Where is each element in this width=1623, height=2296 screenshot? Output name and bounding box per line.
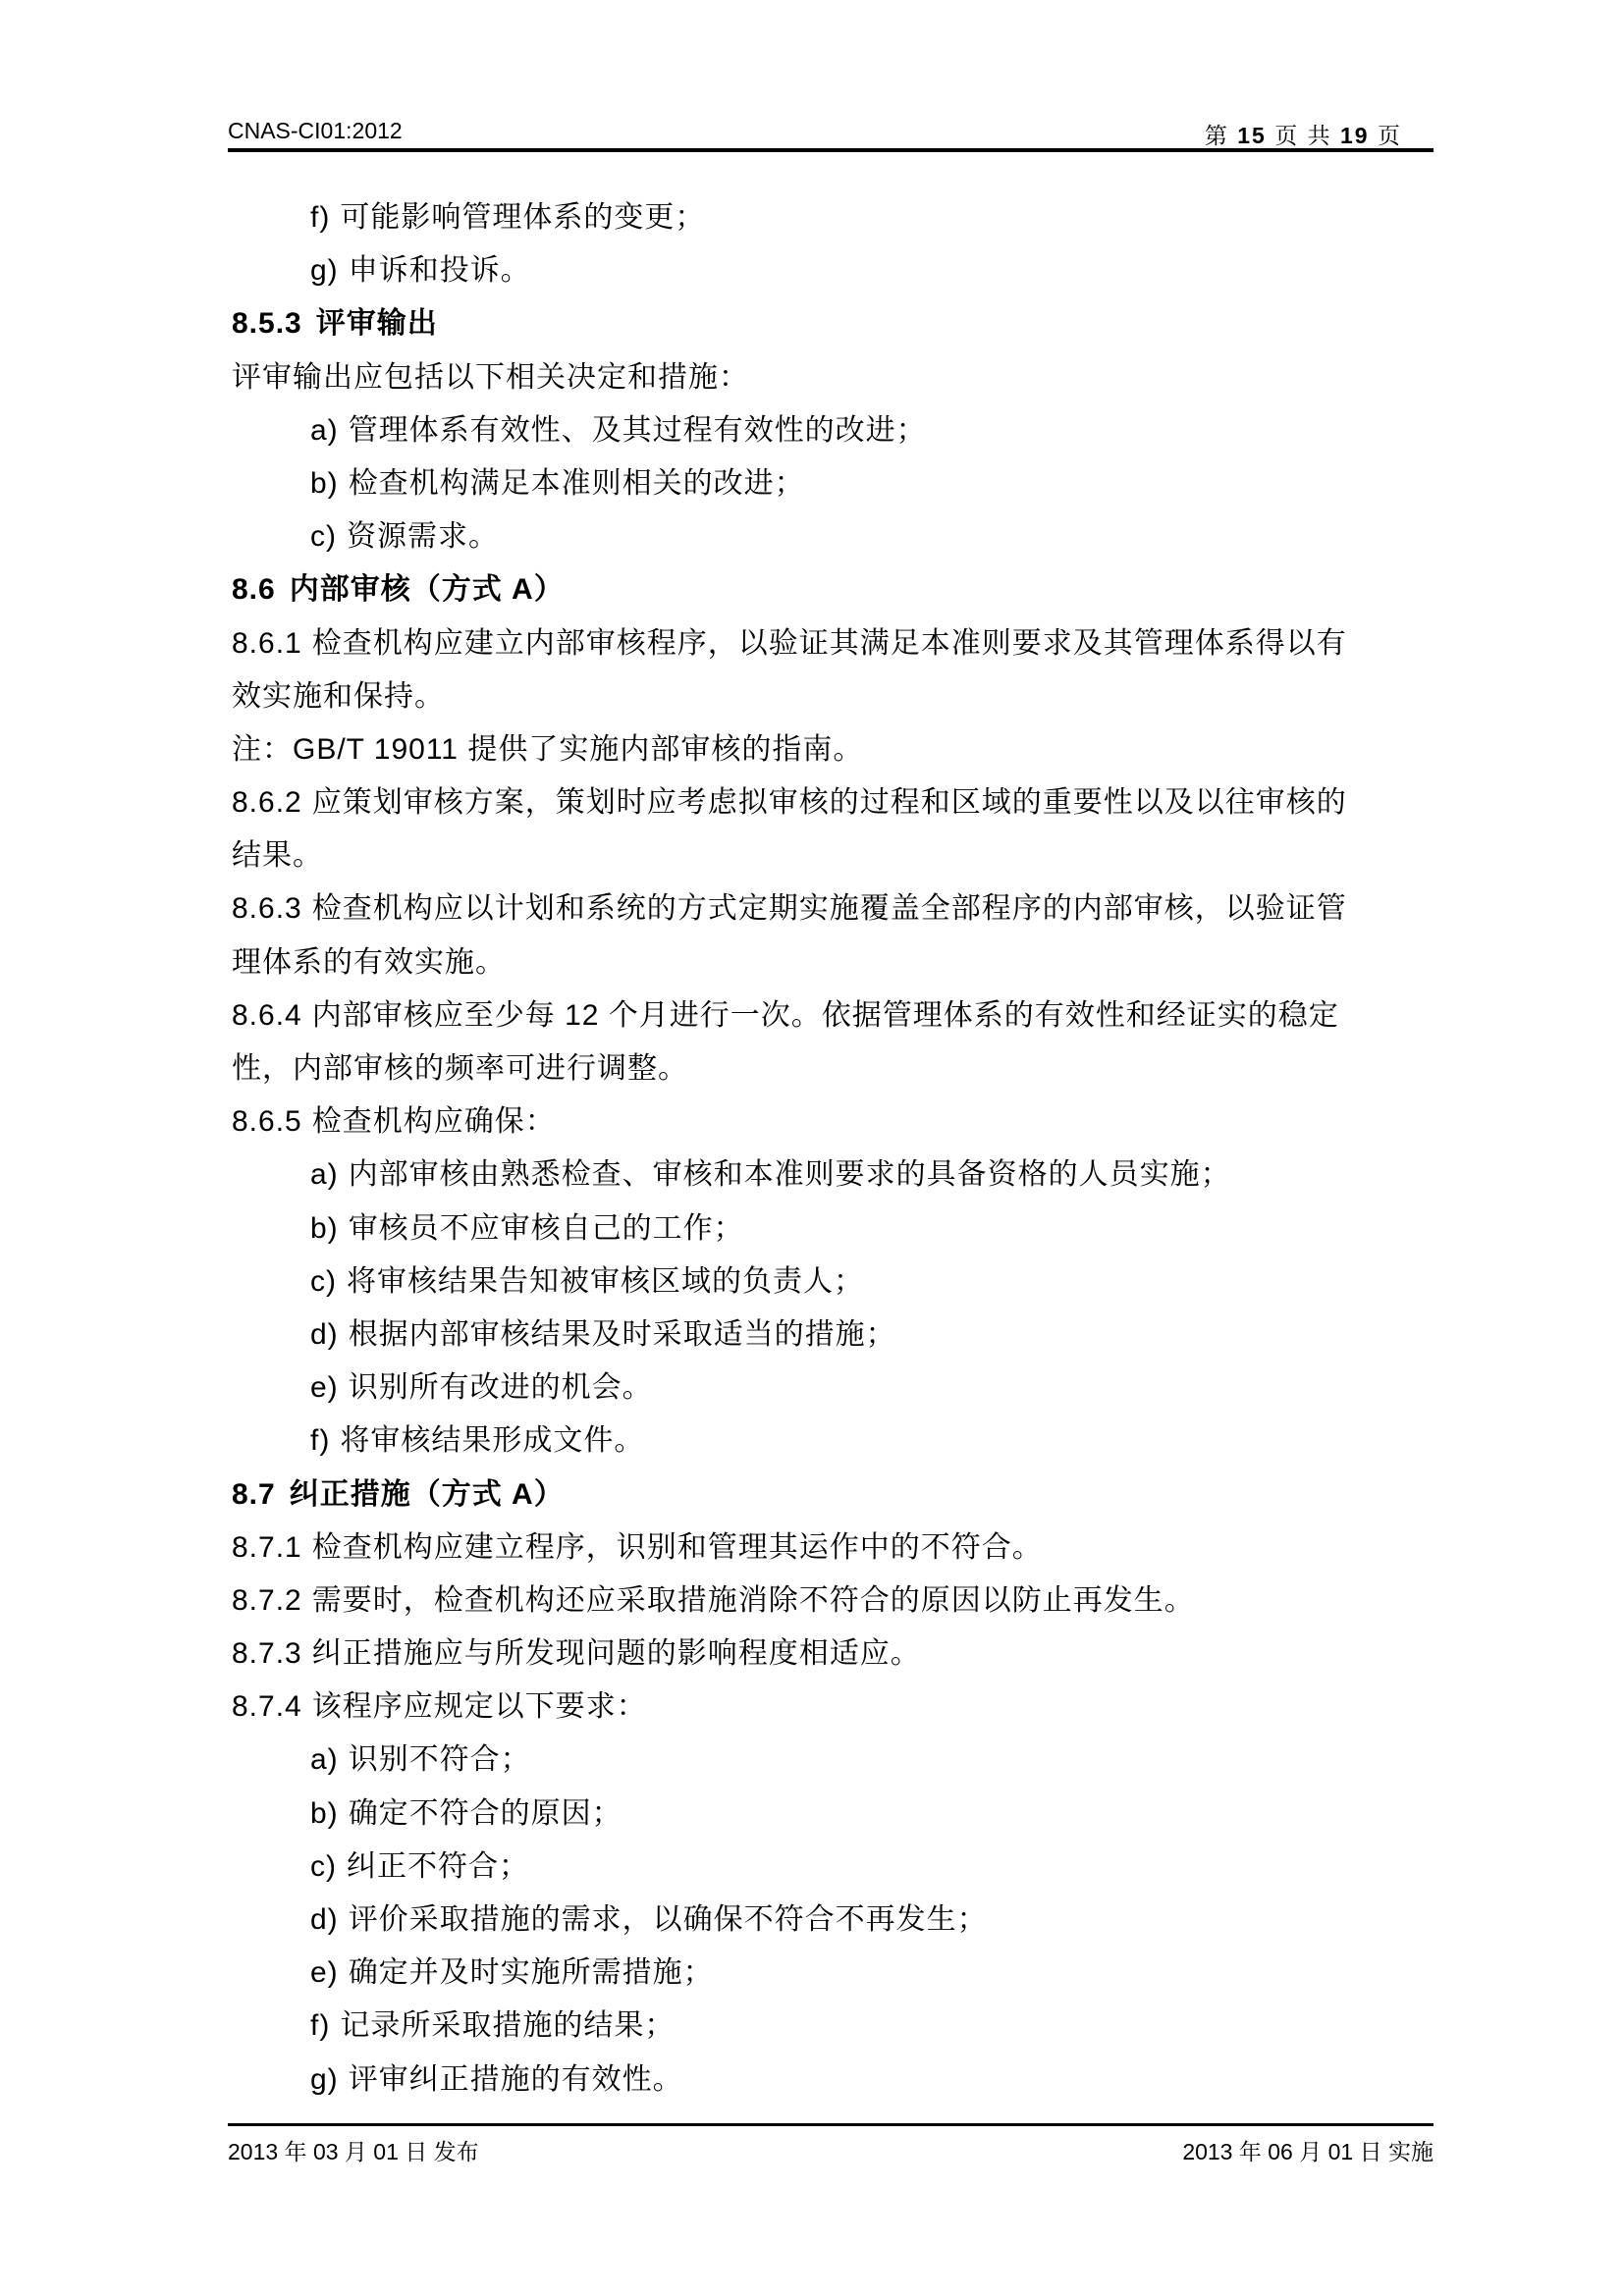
list-item	[232, 404, 1434, 457]
section-heading	[232, 1468, 1434, 1522]
clause-number: 8.6.5	[232, 1105, 302, 1139]
line-text: 申诉和投诉。	[348, 254, 531, 288]
list-item	[232, 1841, 1434, 1894]
paragraph-line	[232, 989, 1434, 1042]
line-text: 评价采取措施的需求，以确保不符合不再发生；	[348, 1903, 988, 1936]
paragraph-line	[232, 882, 1434, 935]
page-mid: 页 共	[1274, 123, 1332, 148]
page-prefix: 第	[1204, 123, 1229, 148]
line-text: 资源需求。	[347, 520, 499, 554]
clause-number: 8.7.3	[232, 1637, 302, 1671]
clause-number: 8.7.4	[232, 1690, 302, 1724]
paragraph-line	[232, 1095, 1434, 1148]
list-item	[232, 2000, 1434, 2053]
list-item	[232, 457, 1434, 510]
clause-number: 8.5.3	[232, 307, 302, 341]
list-item	[232, 1255, 1434, 1308]
section-heading	[232, 563, 1434, 616]
effective-date: 2013 年 06 月 01 日 实施	[1182, 2139, 1434, 2164]
clause-number: 8.6.2	[232, 786, 302, 820]
line-text: 效实施和保持。	[232, 679, 445, 713]
clause-number: 8.6	[232, 573, 276, 607]
list-item-label: b)	[310, 1211, 339, 1245]
list-item	[232, 2054, 1434, 2107]
paragraph-line	[232, 1042, 1434, 1095]
paragraph-line	[232, 1522, 1434, 1575]
list-item-label: a)	[310, 1158, 339, 1192]
line-text: 检查机构应以计划和系统的方式定期实施覆盖全部程序的内部审核，以验证管	[311, 892, 1347, 926]
paragraph-line	[232, 617, 1434, 670]
list-item-label: b)	[310, 1796, 339, 1830]
list-item	[232, 1947, 1434, 2000]
line-text: 理体系的有效实施。	[232, 945, 506, 979]
line-text: 检查机构应建立内部审核程序，以验证其满足本准则要求及其管理体系得以有	[311, 626, 1347, 660]
paragraph-line	[232, 351, 1434, 404]
paragraph-line	[232, 1575, 1434, 1628]
line-text: 内部审核由熟悉检查、审核和本准则要求的具备资格的人员实施；	[348, 1158, 1231, 1192]
issue-date: 2013 年 03 月 01 日 发布	[228, 2139, 479, 2164]
line-text: 检查机构满足本准则相关的改进；	[348, 466, 805, 500]
document-id: CNAS-CI01:2012	[228, 118, 403, 143]
line-text: 纠正措施应与所发现问题的影响程度相适应。	[311, 1637, 921, 1671]
clause-number: 8.7	[232, 1477, 276, 1511]
list-item-label: f)	[310, 201, 331, 234]
list-item-label: g)	[310, 254, 339, 288]
list-item-label: a)	[310, 413, 339, 447]
line-text: 注：GB/T 19011 提供了实施内部审核的指南。	[232, 732, 864, 766]
line-text: 确定不符合的原因；	[348, 1796, 622, 1830]
clause-number: 8.7.1	[232, 1530, 302, 1564]
paragraph-line	[232, 776, 1434, 829]
section-heading	[232, 297, 1434, 350]
list-item	[232, 244, 1434, 297]
line-text: 性，内部审核的频率可进行调整。	[232, 1052, 688, 1085]
clause-number: 8.7.2	[232, 1583, 302, 1617]
page-header	[228, 110, 1434, 149]
list-item-label: c)	[310, 1264, 337, 1298]
footer-rule	[228, 2123, 1434, 2126]
paragraph-line	[232, 670, 1434, 723]
paragraph-line	[232, 936, 1434, 989]
list-item	[232, 1415, 1434, 1468]
list-item-label: g)	[310, 2062, 339, 2096]
line-text: 纠正措施（方式 A）	[289, 1477, 565, 1511]
line-text: 识别不符合；	[348, 1743, 531, 1777]
paragraph-line	[232, 723, 1434, 776]
clause-number: 8.6.3	[232, 892, 302, 926]
list-item-label: c)	[310, 520, 337, 554]
list-item	[232, 1362, 1434, 1415]
page-suffix: 页	[1378, 123, 1402, 148]
list-item	[232, 1308, 1434, 1362]
line-text: 内部审核应至少每 12 个月进行一次。依据管理体系的有效性和经证实的稳定	[311, 998, 1339, 1032]
line-text: 根据内部审核结果及时采取适当的措施；	[348, 1317, 896, 1351]
line-text: 管理体系有效性、及其过程有效性的改进；	[348, 413, 927, 447]
list-item-label: d)	[310, 1903, 339, 1936]
line-text: 确定并及时实施所需措施；	[348, 1956, 714, 1990]
paragraph-line	[232, 1681, 1434, 1734]
line-text: 将审核结果告知被审核区域的负责人；	[347, 1264, 864, 1298]
list-item	[232, 1148, 1434, 1201]
list-item-label: d)	[310, 1317, 339, 1351]
list-item	[232, 1202, 1434, 1255]
document-body	[232, 191, 1434, 2107]
list-item	[232, 191, 1434, 244]
list-item	[232, 1894, 1434, 1947]
page-total: 19	[1340, 123, 1370, 148]
line-text: 可能影响管理体系的变更；	[340, 201, 706, 234]
list-item-label: f)	[310, 2009, 331, 2043]
clause-number: 8.6.1	[232, 626, 302, 660]
line-text: 检查机构应建立程序，识别和管理其运作中的不符合。	[311, 1530, 1043, 1564]
page-number	[1205, 118, 1402, 150]
list-item-label: b)	[310, 466, 339, 500]
list-item-label: e)	[310, 1371, 339, 1405]
line-text: 需要时，检查机构还应采取措施消除不符合的原因以防止再发生。	[311, 1583, 1195, 1617]
line-text: 评审输出	[315, 307, 438, 341]
line-text: 结果。	[232, 839, 323, 873]
line-text: 评审输出应包括以下相关决定和措施：	[232, 360, 749, 394]
list-item-label: c)	[310, 1849, 337, 1883]
line-text: 记录所采取措施的结果；	[340, 2009, 676, 2043]
list-item-label: e)	[310, 1956, 339, 1990]
page-current: 15	[1237, 123, 1267, 148]
line-text: 该程序应规定以下要求：	[311, 1690, 647, 1724]
list-item	[232, 510, 1434, 563]
list-item-label: f)	[310, 1424, 331, 1458]
page-footer	[228, 2134, 1434, 2169]
line-text: 内部审核（方式 A）	[289, 573, 565, 607]
line-text: 应策划审核方案，策划时应考虑拟审核的过程和区域的重要性以及以往审核的	[311, 786, 1347, 820]
header-rule	[228, 148, 1434, 152]
line-text: 评审纠正措施的有效性。	[348, 2062, 683, 2096]
line-text: 纠正不符合；	[347, 1849, 529, 1883]
line-text: 审核员不应审核自己的工作；	[348, 1211, 744, 1245]
line-text: 识别所有改进的机会。	[348, 1371, 653, 1405]
paragraph-line	[232, 1628, 1434, 1681]
list-item	[232, 1788, 1434, 1841]
paragraph-line	[232, 829, 1434, 882]
clause-number: 8.6.4	[232, 998, 302, 1032]
line-text: 检查机构应确保：	[311, 1105, 556, 1139]
list-item-label: a)	[310, 1743, 339, 1777]
list-item	[232, 1734, 1434, 1787]
line-text: 将审核结果形成文件。	[340, 1424, 645, 1458]
